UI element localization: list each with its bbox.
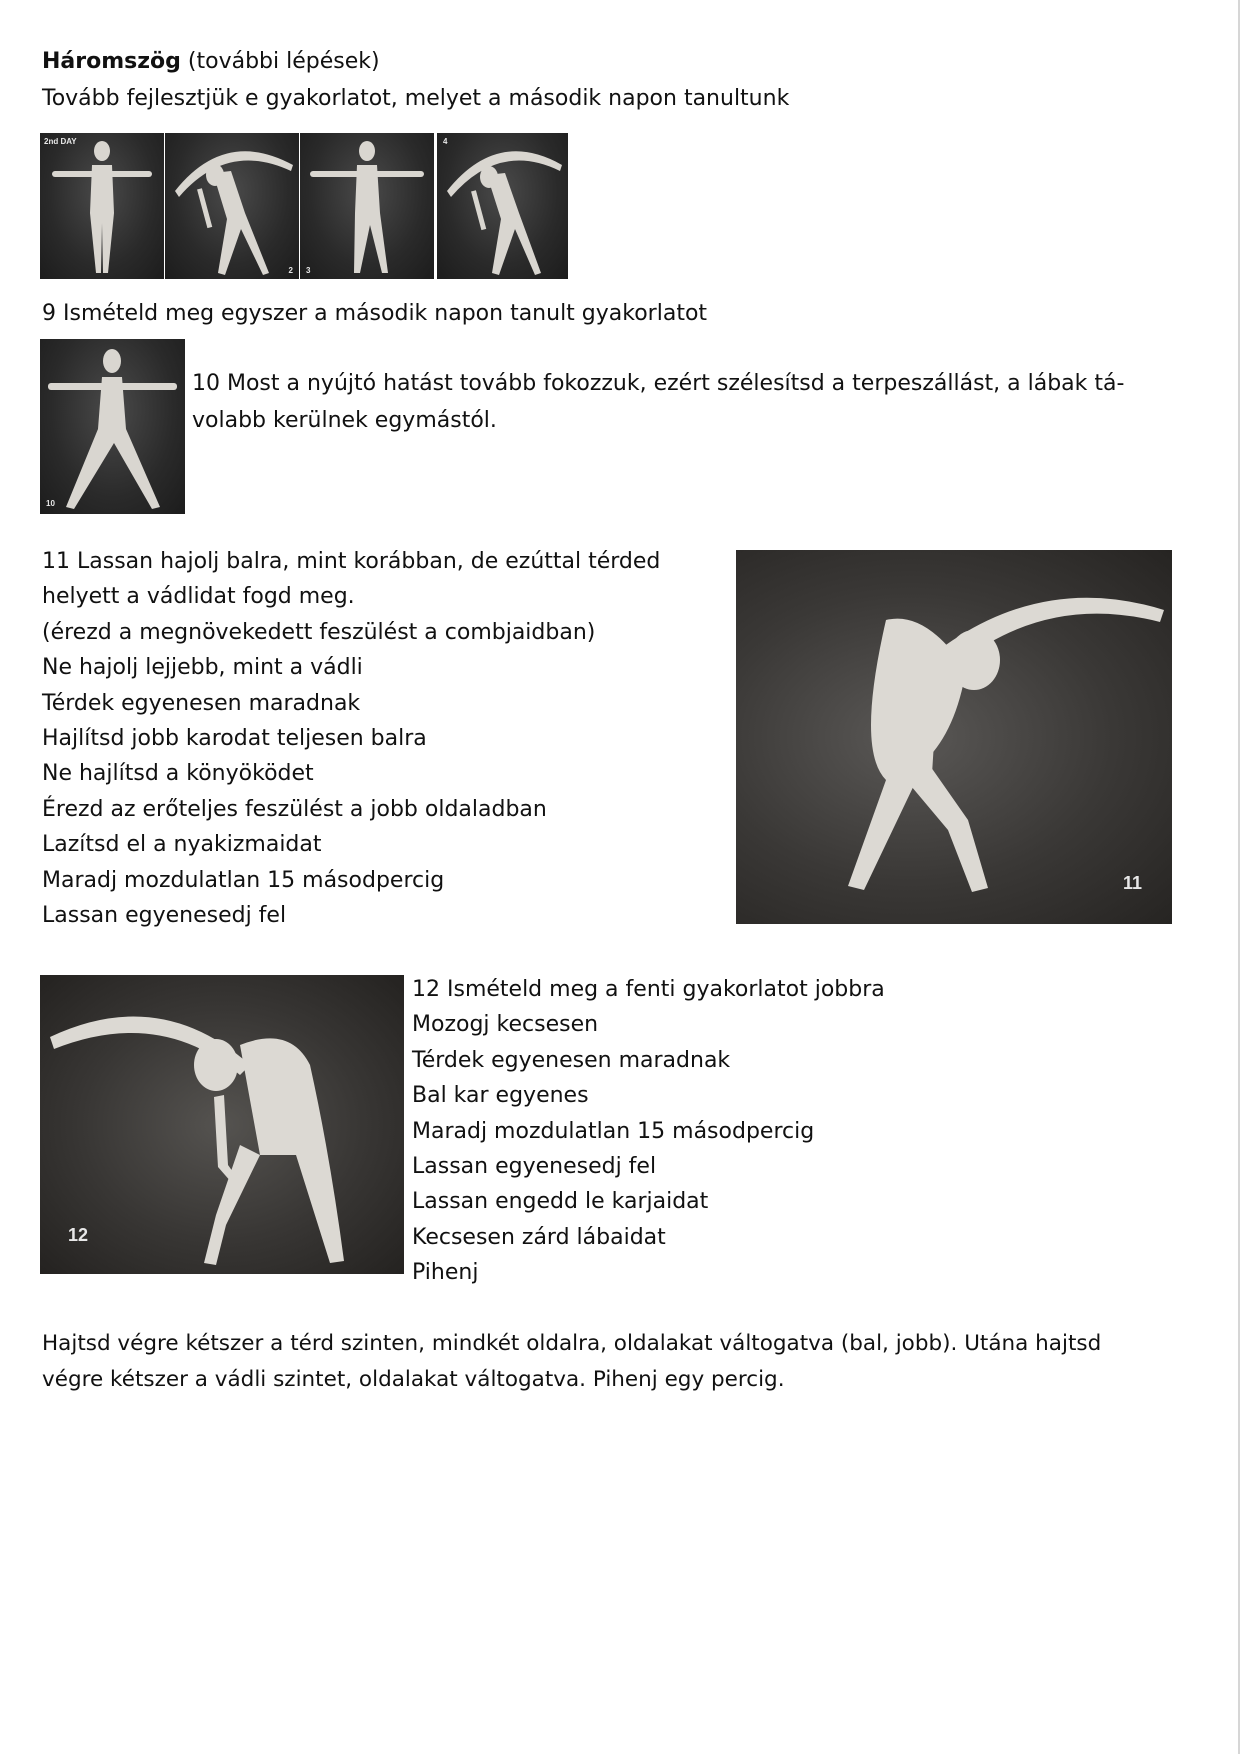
instruction-line: Mozogj kecsesen: [412, 1012, 599, 1038]
standing-figure-illustration: [40, 133, 164, 279]
heading-title: Háromszög: [42, 49, 181, 74]
instruction-line: Ne hajlítsd a könyöködet: [42, 761, 314, 787]
strip-caption-1: 2nd DAY: [44, 137, 77, 146]
strip-photo-1: [40, 133, 164, 279]
step-9-text: 9 Ismételd meg egyszer a második napon tanult gyakorlatot: [42, 301, 708, 326]
step-11-photo-number: 11: [1122, 873, 1142, 893]
instruction-line: Lassan engedd le karjaidat: [412, 1189, 709, 1215]
strip-photo-2: [165, 133, 299, 279]
arms-out-figure-illustration: [300, 133, 434, 279]
step-11-instructions: [42, 544, 660, 933]
side-bend-figure-illustration-2: [437, 133, 568, 279]
step-11-photo: [736, 550, 1172, 924]
instruction-line: Lazítsd el a nyakizmaidat: [42, 832, 322, 858]
instruction-line: Maradj mozdulatlan 15 másodpercig: [42, 867, 445, 893]
instruction-line: helyett a vádlidat fogd meg.: [42, 584, 355, 610]
instruction-line: Bal kar egyenes: [412, 1083, 589, 1109]
side-bend-figure-illustration: [165, 133, 299, 279]
step-12-instructions: [412, 972, 885, 1291]
closing-line-2: végre kétszer a vádli szintet, oldalakat váltogatva. Pihenj egy percig.: [42, 1367, 785, 1392]
step-12-photo-number: 12: [68, 1225, 89, 1245]
instruction-line: Térdek egyenesen maradnak: [412, 1047, 731, 1073]
step-10-line-2: volabb kerülnek egymástól.: [192, 408, 497, 433]
triangle-pose-right-illustration: [40, 975, 404, 1274]
step-10-photo: [40, 339, 185, 514]
strip-caption-4: 4: [443, 137, 448, 146]
instruction-line: (érezd a megnövekedett feszülést a combjaidban): [42, 619, 596, 645]
intro-text: Tovább fejlesztjük e gyakorlatot, melyet a második napon tanultunk: [42, 86, 790, 111]
instruction-line: Ne hajolj lejjebb, mint a vádli: [42, 655, 363, 681]
instruction-line: Maradj mozdulatlan 15 másodpercig: [412, 1118, 815, 1144]
closing-line-1: Hajtsd végre kétszer a térd szinten, mindkét oldalra, oldalakat váltogatva (bal, jobb). Utána hajtsd: [42, 1331, 1102, 1356]
wide-stance-figure-illustration: [40, 339, 185, 514]
step-10-photo-number: 10: [46, 499, 55, 508]
strip-photo-3: [300, 133, 434, 279]
strip-caption-2: 2: [288, 266, 293, 275]
strip-caption-3: 3: [306, 266, 311, 275]
instruction-line: Érezd az erőteljes feszülést a jobb oldaladban: [42, 796, 547, 822]
instruction-line: Pihenj: [412, 1260, 479, 1286]
triangle-pose-left-illustration: [736, 550, 1172, 924]
instruction-line: 12 Ismételd meg a fenti gyakorlatot jobbra: [412, 977, 885, 1002]
instruction-line: 11 Lassan hajolj balra, mint korábban, de ezúttal térded: [42, 549, 661, 574]
step-12-photo: [40, 975, 404, 1274]
step-10-line-1: 10 Most a nyújtó hatást tovább fokozzuk, ezért szélesítsd a terpeszállást, a lábak tá-: [192, 371, 1125, 396]
instruction-line: Kecsesen zárd lábaidat: [412, 1224, 666, 1250]
instruction-line: Lassan egyenesedj fel: [412, 1153, 657, 1179]
strip-photo-4: [437, 133, 568, 279]
instruction-line: Lassan egyenesedj fel: [42, 902, 287, 928]
heading-subtitle: (további lépések): [187, 49, 380, 74]
instruction-line: Hajlítsd jobb karodat teljesen balra: [42, 725, 427, 751]
section-heading: [42, 44, 380, 80]
instruction-line: Térdek egyenesen maradnak: [42, 690, 361, 716]
